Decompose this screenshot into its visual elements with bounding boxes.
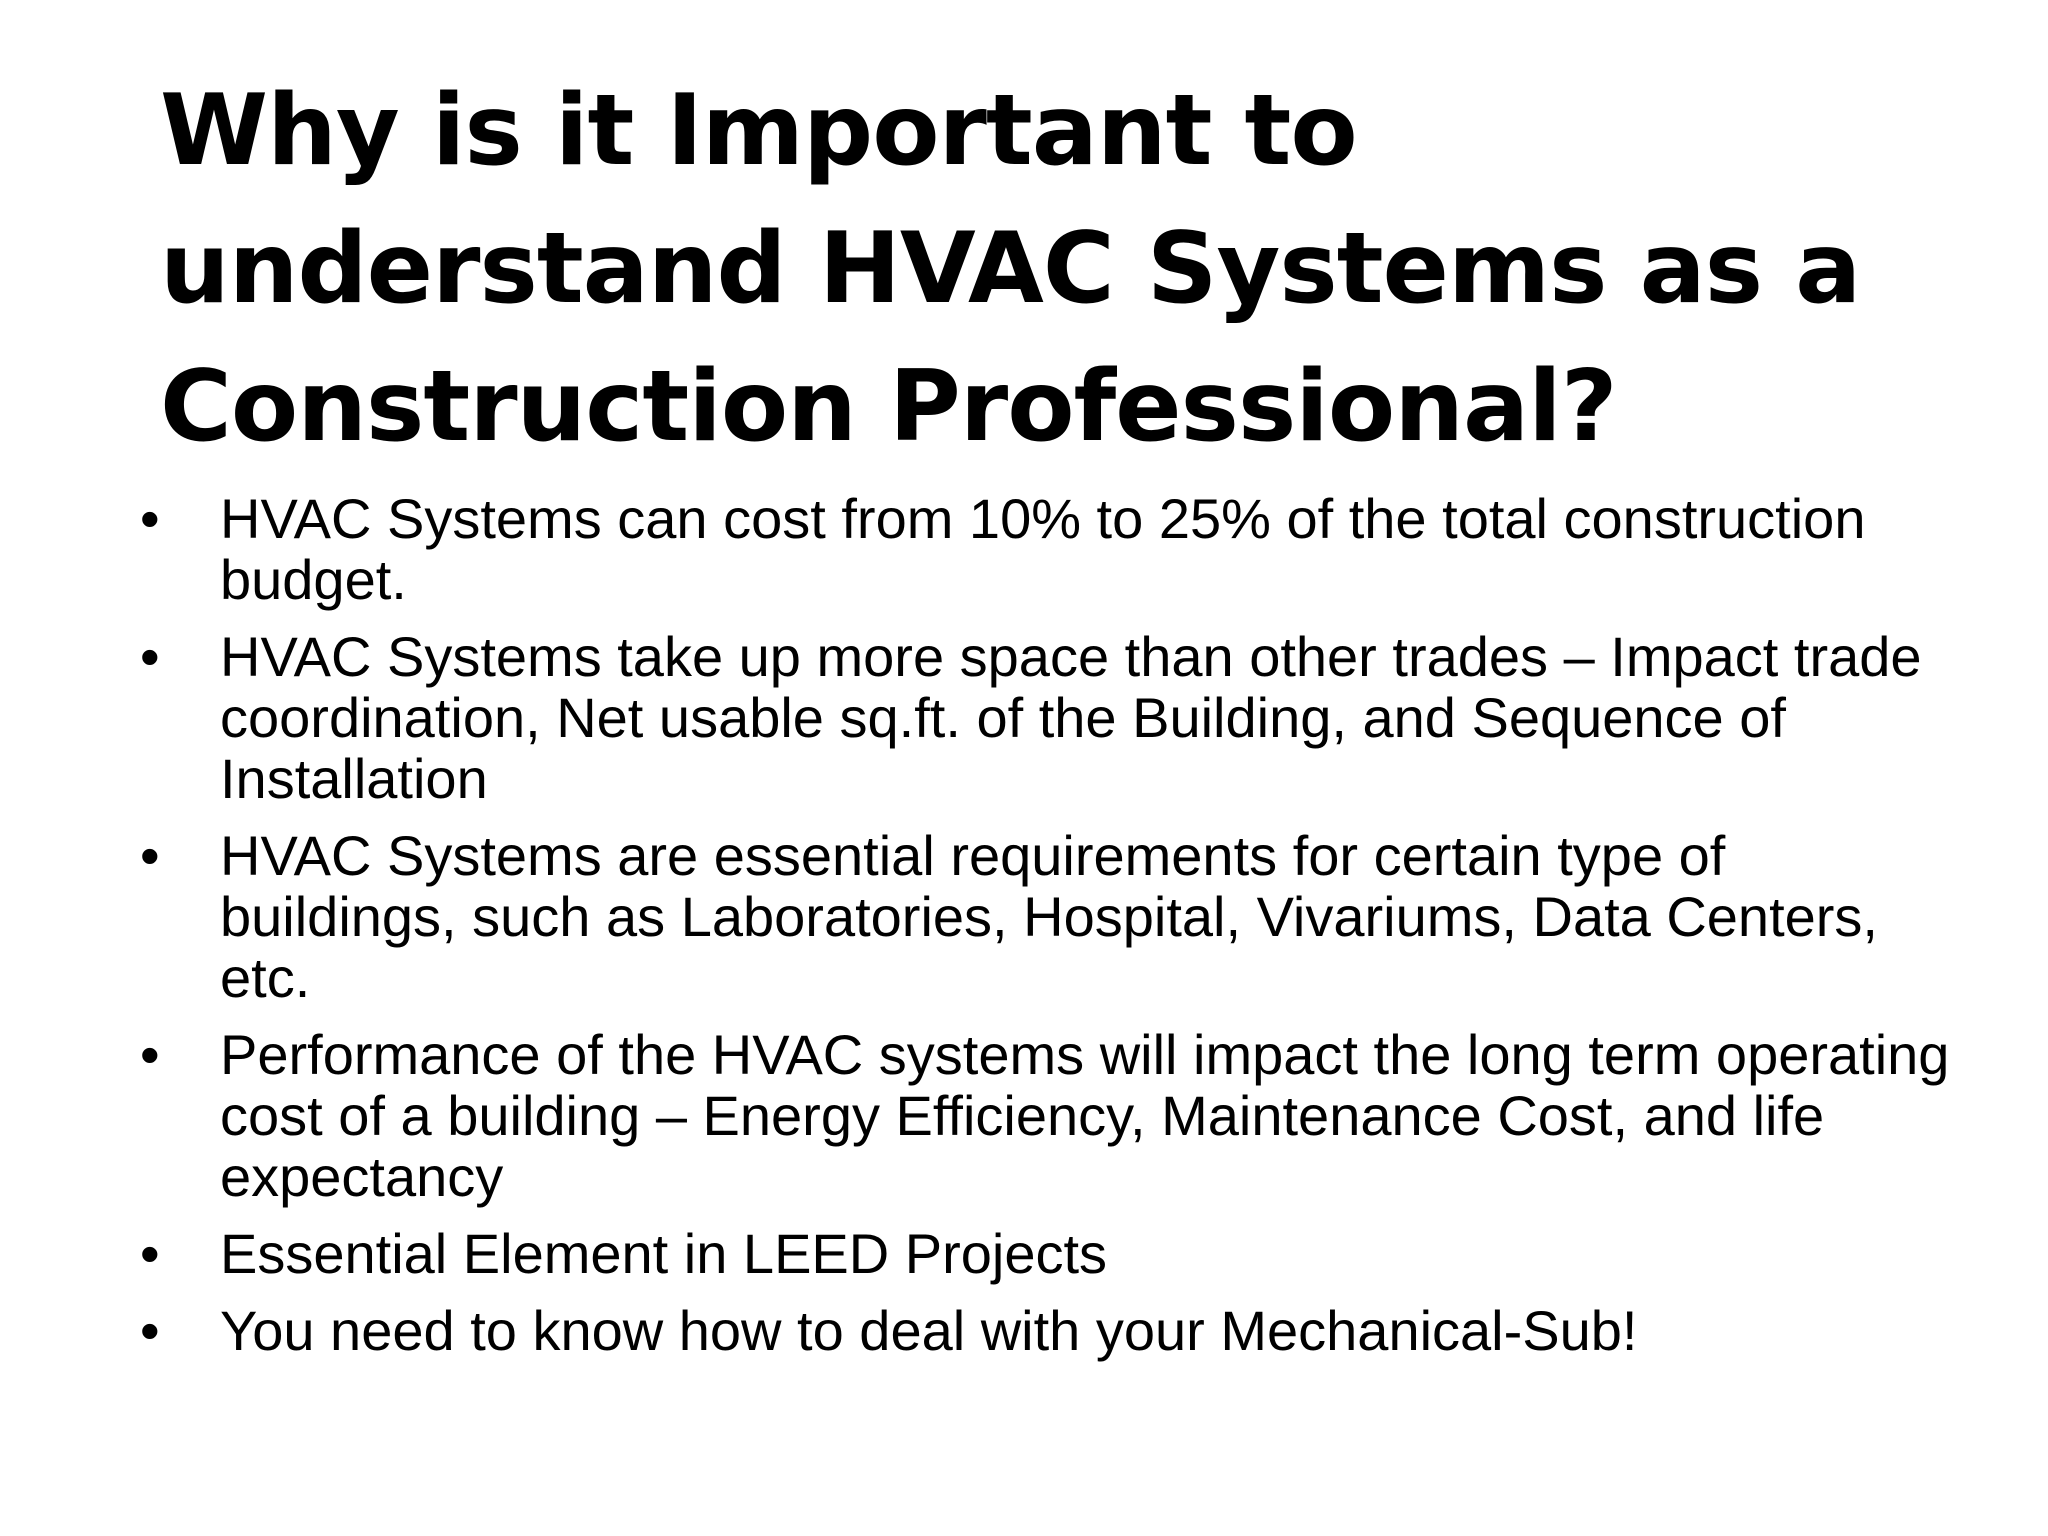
bullet-icon: • [140, 1023, 160, 1086]
bullet-text: HVAC Systems are essential requirements for certain type of buildings, such as Laboratories, Hospital, Vivariums, Data Centers, etc. [220, 824, 1878, 1009]
bullet-icon: • [140, 625, 160, 688]
bullet-icon: • [140, 487, 160, 550]
bullet-icon: • [140, 824, 160, 887]
bullet-item-mechanical-sub [140, 1300, 1970, 1361]
bullet-text: Essential Element in LEED Projects [220, 1222, 1108, 1285]
bullet-item-performance [140, 1024, 1970, 1207]
bullet-text: HVAC Systems take up more space than other trades – Impact trade coordination, Net usable sq.ft. of the Building, and Sequence of Installation [220, 625, 1922, 810]
bullet-text: You need to know how to deal with your Mechanical-Sub! [220, 1299, 1638, 1362]
bullet-icon: • [140, 1222, 160, 1285]
bullet-item-leed [140, 1223, 1970, 1284]
bullet-icon: • [140, 1299, 160, 1362]
slide-title: Why is it Important to understand HVAC Systems as a Construction Professional? [160, 74, 1861, 464]
bullet-text: HVAC Systems can cost from 10% to 25% of the total construction budget. [220, 487, 1866, 611]
bullet-item-requirements [140, 825, 1970, 1008]
bullet-item-space [140, 626, 1970, 809]
bullet-item-cost [140, 488, 1970, 610]
bullet-text: Performance of the HVAC systems will impact the long term operating cost of a building – Energy Efficiency, Maintenance Cost, and life expectancy [220, 1023, 1950, 1208]
bullet-list [140, 488, 1970, 1377]
